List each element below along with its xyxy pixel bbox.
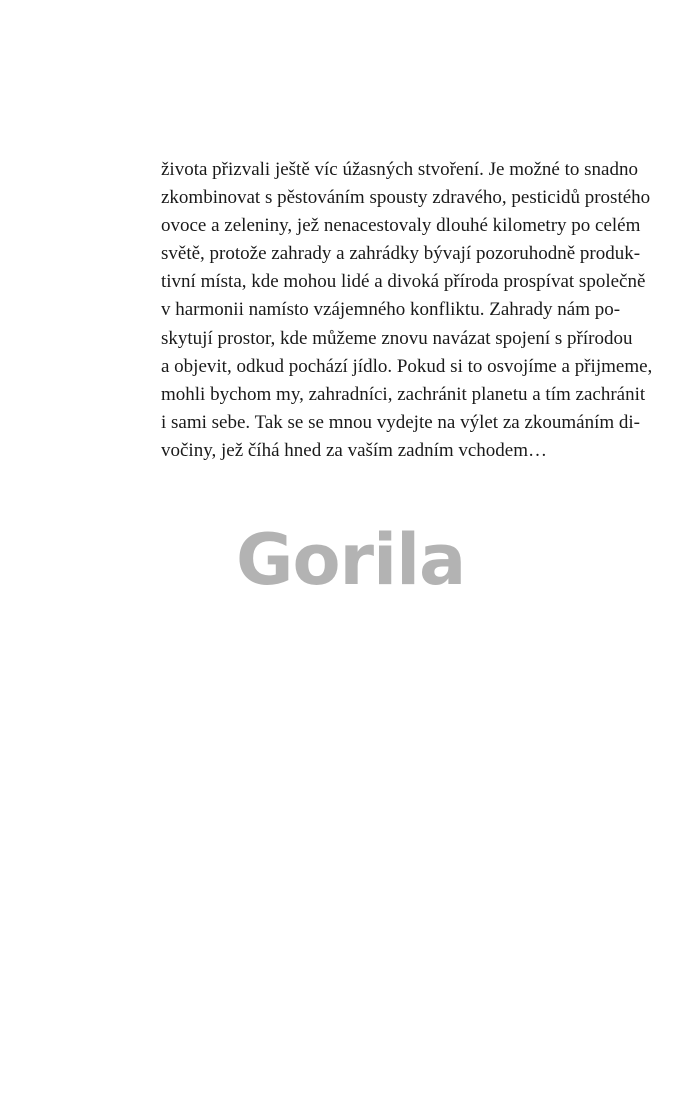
- gorila-watermark-logo: Gorila: [236, 519, 466, 601]
- text-line: i sami sebe. Tak se se mnou vydejte na výlet za zkoumáním di-: [161, 411, 640, 433]
- text-line: ovoce a zeleniny, jež nenacestovaly dlouhé kilometry po celém: [161, 215, 641, 237]
- text-line: vočiny, jež číhá hned za vaším zadním vchodem…: [161, 439, 548, 461]
- text-line: světě, protože zahrady a zahrádky bývají pozoruhodně produk-: [161, 243, 641, 265]
- text-line: života přizvali ještě víc úžasných stvoření. Je možné to snadno: [161, 159, 638, 180]
- text-line: skytují prostor, kde můžeme znovu navázat spojení s přírodou: [161, 327, 633, 349]
- text-line: a objevit, odkud pochází jídlo. Pokud si to osvojíme a přijmeme,: [161, 355, 653, 377]
- text-line: tivní místa, kde mohou lidé a divoká příroda prospívat společně: [161, 271, 646, 293]
- body-paragraph: [161, 156, 653, 465]
- text-line: mohli bychom my, zahradníci, zachránit planetu a tím zachránit: [161, 383, 646, 405]
- text-line: v harmonii namísto vzájemného konfliktu. Zahrady nám po-: [161, 299, 621, 321]
- text-line: zkombinovat s pěstováním spousty zdravého, pesticidů prostého: [161, 187, 651, 209]
